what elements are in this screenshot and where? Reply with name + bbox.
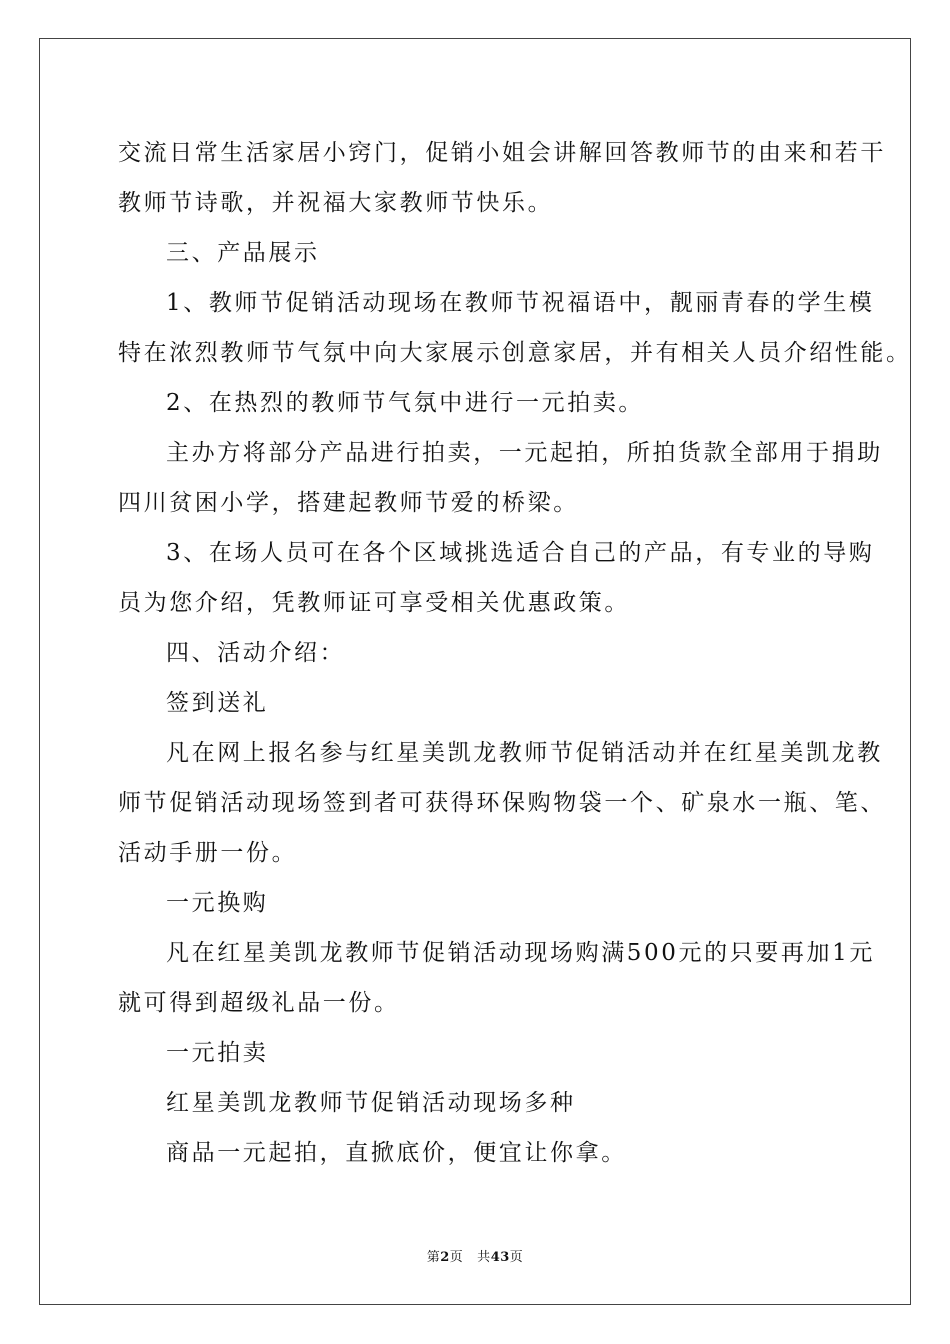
paragraph-line: 员为您介绍，凭教师证可享受相关优惠政策。 <box>118 590 630 616</box>
page-number: 2 <box>440 1250 450 1265</box>
paragraph-line: 红星美凯龙教师节促销活动现场多种 <box>166 1090 576 1116</box>
paragraph-line: 就可得到超级礼品一份。 <box>118 990 400 1016</box>
paragraph-line: 教师节诗歌，并祝福大家教师节快乐。 <box>118 190 554 216</box>
total-pages: 43 <box>490 1250 510 1265</box>
paragraph-line: 四川贫困小学，搭建起教师节爱的桥梁。 <box>118 490 579 516</box>
document-body <box>118 128 912 1178</box>
paragraph-line: 师节促销活动现场签到者可获得环保购物袋一个、矿泉水一瓶、笔、 <box>118 790 886 816</box>
page-footer <box>0 1246 950 1265</box>
paragraph-line: 主办方将部分产品进行拍卖，一元起拍，所拍货款全部用于捐助 <box>166 440 883 466</box>
subheading: 一元拍卖 <box>166 1040 269 1066</box>
section-heading: 四、活动介绍： <box>166 640 346 666</box>
total-prefix: 共 <box>477 1250 491 1265</box>
paragraph-line: 2、在热烈的教师节气氛中进行一元拍卖。 <box>166 390 645 416</box>
paragraph-line: 1、教师节促销活动现场在教师节祝福语中，靓丽青春的学生模 <box>166 290 875 316</box>
page-suffix: 页 <box>449 1250 464 1265</box>
paragraph-line: 凡在网上报名参与红星美凯龙教师节促销活动并在红星美凯龙教 <box>166 740 883 766</box>
paragraph-line: 凡在红星美凯龙教师节促销活动现场购满500元的只要再加1元 <box>166 940 875 966</box>
paragraph-line: 交流日常生活家居小窍门，促销小姐会讲解回答教师节的由来和若干 <box>118 140 886 166</box>
total-suffix: 页 <box>509 1250 524 1265</box>
paragraph-line: 商品一元起拍，直掀底价，便宜让你拿。 <box>166 1140 627 1166</box>
paragraph-line: 活动手册一份。 <box>118 840 298 866</box>
subheading: 一元换购 <box>166 890 269 916</box>
subheading: 签到送礼 <box>166 690 269 716</box>
section-heading: 三、产品展示 <box>166 240 320 266</box>
paragraph-line: 3、在场人员可在各个区域挑选适合自己的产品，有专业的导购 <box>166 540 875 566</box>
page-prefix: 第 <box>426 1250 441 1265</box>
paragraph-line: 特在浓烈教师节气氛中向大家展示创意家居，并有相关人员介绍性能。 <box>118 340 912 366</box>
